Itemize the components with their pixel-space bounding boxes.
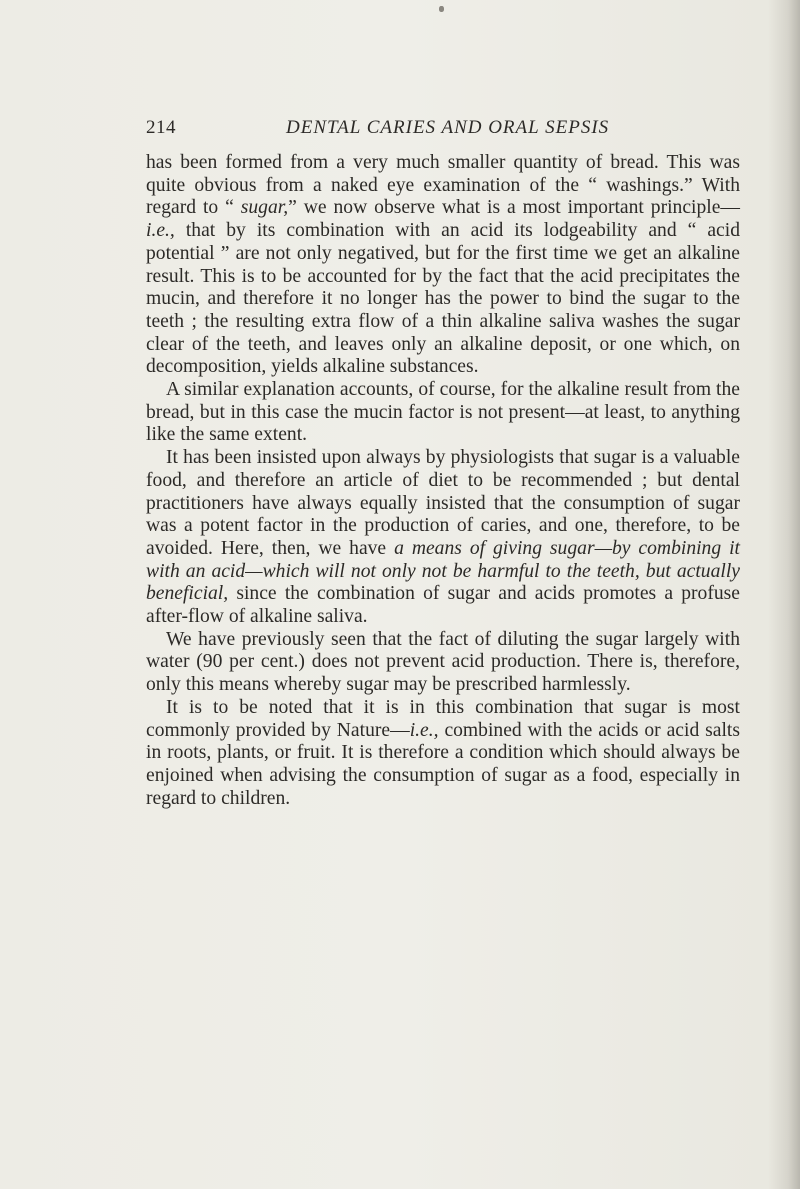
italic-text: i.e., [409,719,439,741]
page-header [146,117,676,143]
text-run: It has been insisted upon always by physiologists that sugar is a valuable food, and therefore an article of diet to be recommended ; but dental practitioners have always equally insisted that the consumption of sugar was a potent factor in the production of caries, and one, therefore, to be avoided. Here, then, we have [146,447,740,559]
page-blemish [439,6,444,12]
text-run: It is to be noted that it is in this combination that sugar is most commonly provided by Nature— [146,696,740,741]
italic-text: sugar, [240,197,289,219]
text-run: has been formed from a very much smaller quantity of bread. This was quite obvious from a naked eye examination of the “ washings.” With regard to “ [146,152,740,219]
italic-text: a means of giving sugar—by combining it with an acid—which will not only not be harmful to the teeth, but actually beneficial, [146,537,740,605]
page-number: 214 [146,117,176,138]
text-run: since the combination of sugar and acids promotes a profuse after-flow of alkaline saliva. [146,583,740,628]
paragraph [146,629,740,697]
paragraph [146,379,740,447]
body-text [146,152,740,810]
text-run: We have previously seen that the fact of diluting the sugar largely with water (90 per cent.) does not prevent acid production. There is, therefore, only this means whereby sugar may be prescribed harmlessly. [146,628,740,696]
italic-text: i.e., [146,220,175,242]
text-run: that by its combination with an acid its lodgeability and “ acid potential ” are not only negatived, but for the first time we get an alkaline result. This is to be accounted for by the fact that the acid precipitates the mucin, and therefore it no longer has the power to bind the sugar to the teeth ; the resulting extra flow of a thin alkaline saliva washes the sugar clear of the teeth, and leaves only an alkaline deposit, or one which, on decomposition, yields alkaline substances. [146,220,740,378]
paragraph [146,152,740,379]
text-run: combined with the acids or acid salts in roots, plants, or fruit. It is therefore a condition which should always be enjoined when advising the consumption of sugar as a food, especially in regard to children. [146,719,740,809]
text-run: A similar explanation accounts, of course, for the alkaline result from the bread, but in this case the mucin factor is not present—at least, to anything like the same extent. [146,379,740,446]
paragraph [146,697,740,811]
running-head: DENTAL CARIES AND ORAL SEPSIS [286,117,610,138]
paragraph [146,447,740,629]
text-run: ” we now observe what is a most important principle— [288,197,741,219]
